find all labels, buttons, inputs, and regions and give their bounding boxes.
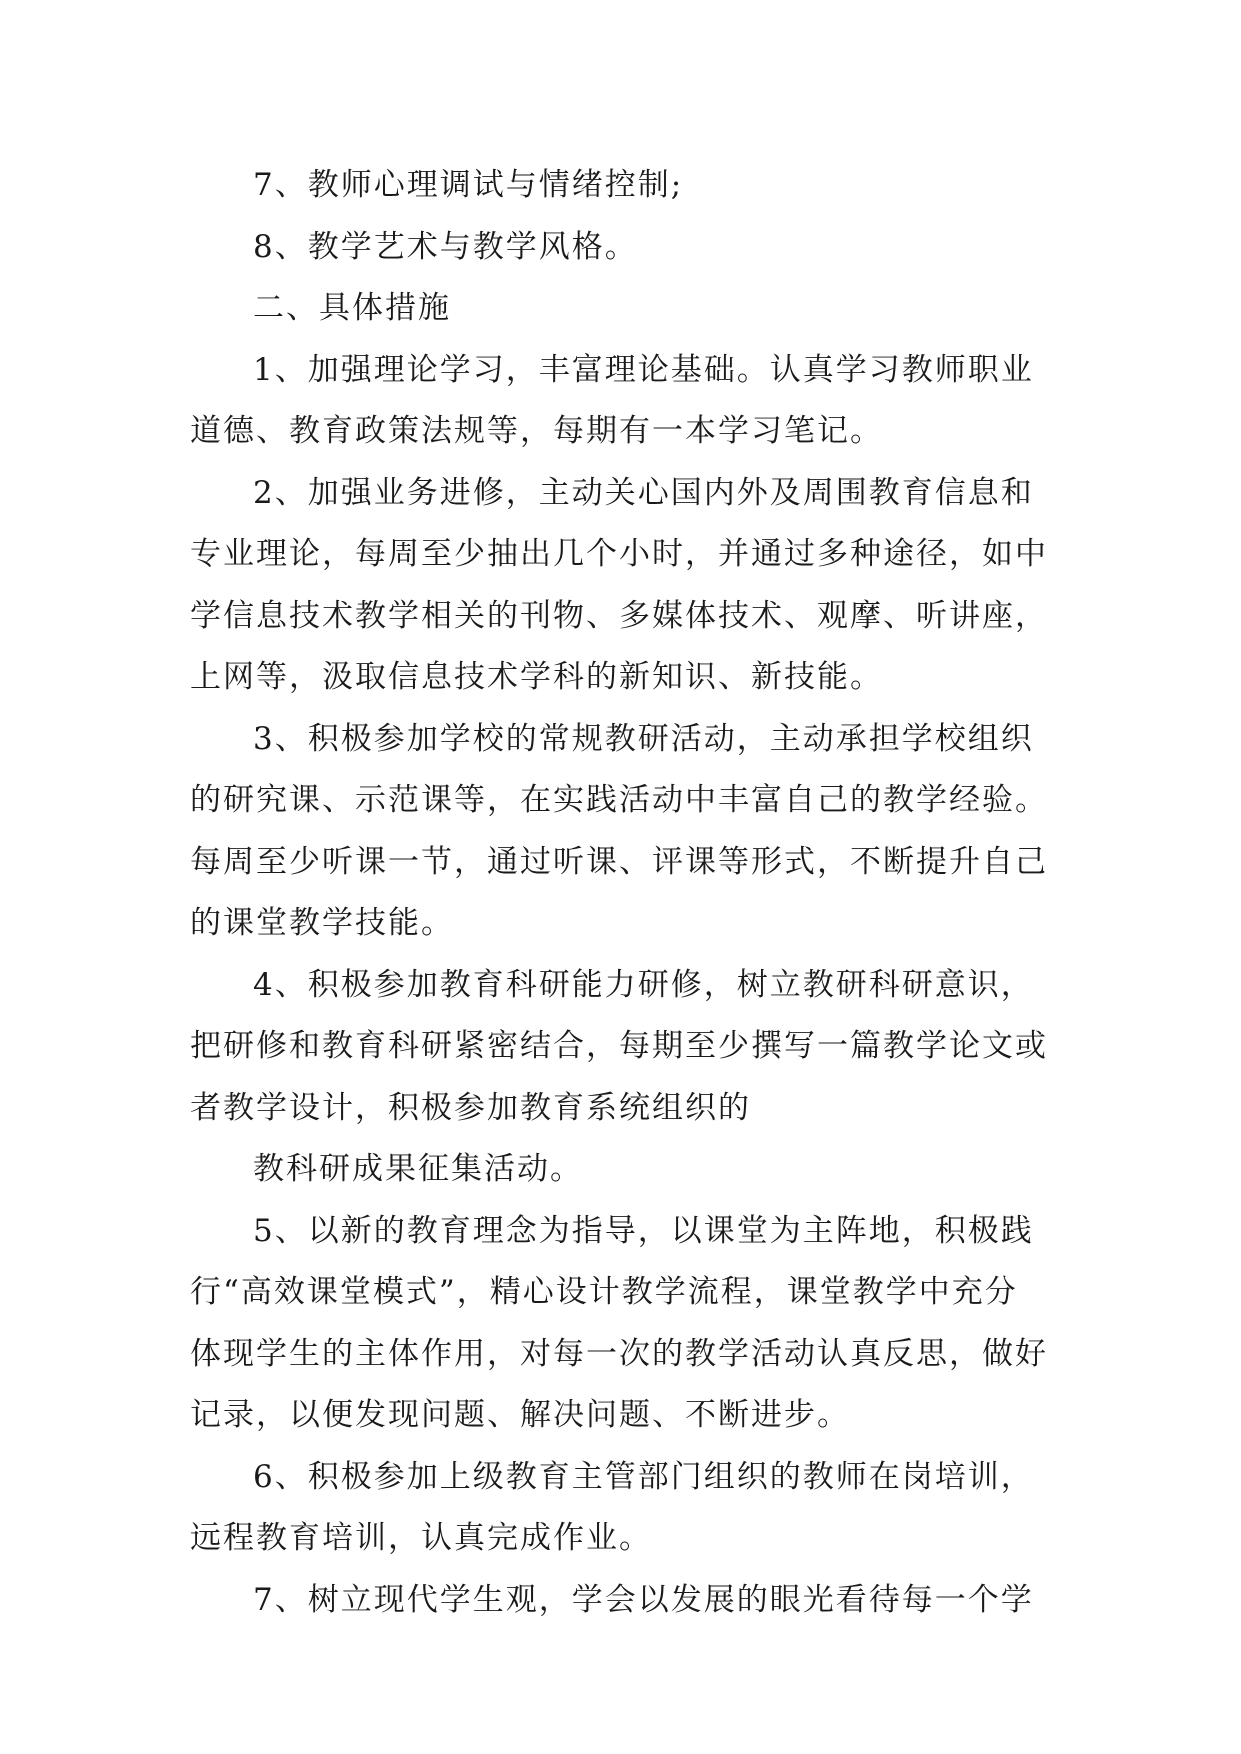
text-line: 4、积极参加教育科研能力研修，树立教研科研意识，	[253, 966, 1034, 1003]
text-line: 体现学生的主体作用，对每一次的教学活动认真反思，做好	[190, 1335, 1048, 1372]
text-line: 记录，以便发现问题、解决问题、不断进步。	[190, 1397, 850, 1433]
text-line: 远程教育培训，认真完成作业。	[190, 1520, 652, 1556]
text-line: 每周至少听课一节，通过听课、评课等形式，不断提升自己	[190, 843, 1048, 880]
text-line: 的研究课、示范课等，在实践活动中丰富自己的教学经验。	[190, 782, 1048, 818]
text-line: 道德、教育政策法规等，每期有一本学习笔记。	[190, 413, 883, 449]
text-line: 专业理论，每周至少抽出几个小时，并通过多种途径，如中	[190, 536, 1048, 572]
text-line: 把研修和教育科研紧密结合，每期至少撰写一篇教学论文或	[190, 1028, 1048, 1064]
text-line: 的课堂教学技能。	[190, 905, 454, 941]
section-heading: 二、具体措施	[253, 290, 451, 326]
text-line: 1、加强理论学习，丰富理论基础。认真学习教师职业	[253, 351, 1034, 388]
text-line: 7、教师心理调试与情绪控制;	[253, 167, 684, 203]
text-line: 3、积极参加学校的常规教研活动，主动承担学校组织	[253, 720, 1034, 757]
text-line: 行“高效课堂模式”，精心设计教学流程，课堂教学中充分	[190, 1274, 1018, 1310]
text-line: 者教学设计，积极参加教育系统组织的	[190, 1089, 751, 1126]
text-line: 8、教学艺术与教学风格。	[253, 228, 638, 265]
text-line: 7、树立现代学生观，学会以发展的眼光看待每一个学	[253, 1581, 1034, 1618]
text-line: 学信息技术教学相关的刊物、多媒体技术、观摩、听讲座，	[190, 597, 1048, 634]
text-line: 教科研成果征集活动。	[253, 1151, 583, 1187]
text-line: 5、以新的教育理念为指导，以课堂为主阵地，积极践	[253, 1212, 1034, 1249]
text-line: 上网等，汲取信息技术学科的新知识、新技能。	[190, 659, 883, 695]
document-body	[190, 155, 1070, 1631]
text-line: 2、加强业务进修，主动关心国内外及周围教育信息和	[253, 474, 1034, 511]
text-line: 6、积极参加上级教育主管部门组织的教师在岗培训，	[253, 1458, 1034, 1495]
